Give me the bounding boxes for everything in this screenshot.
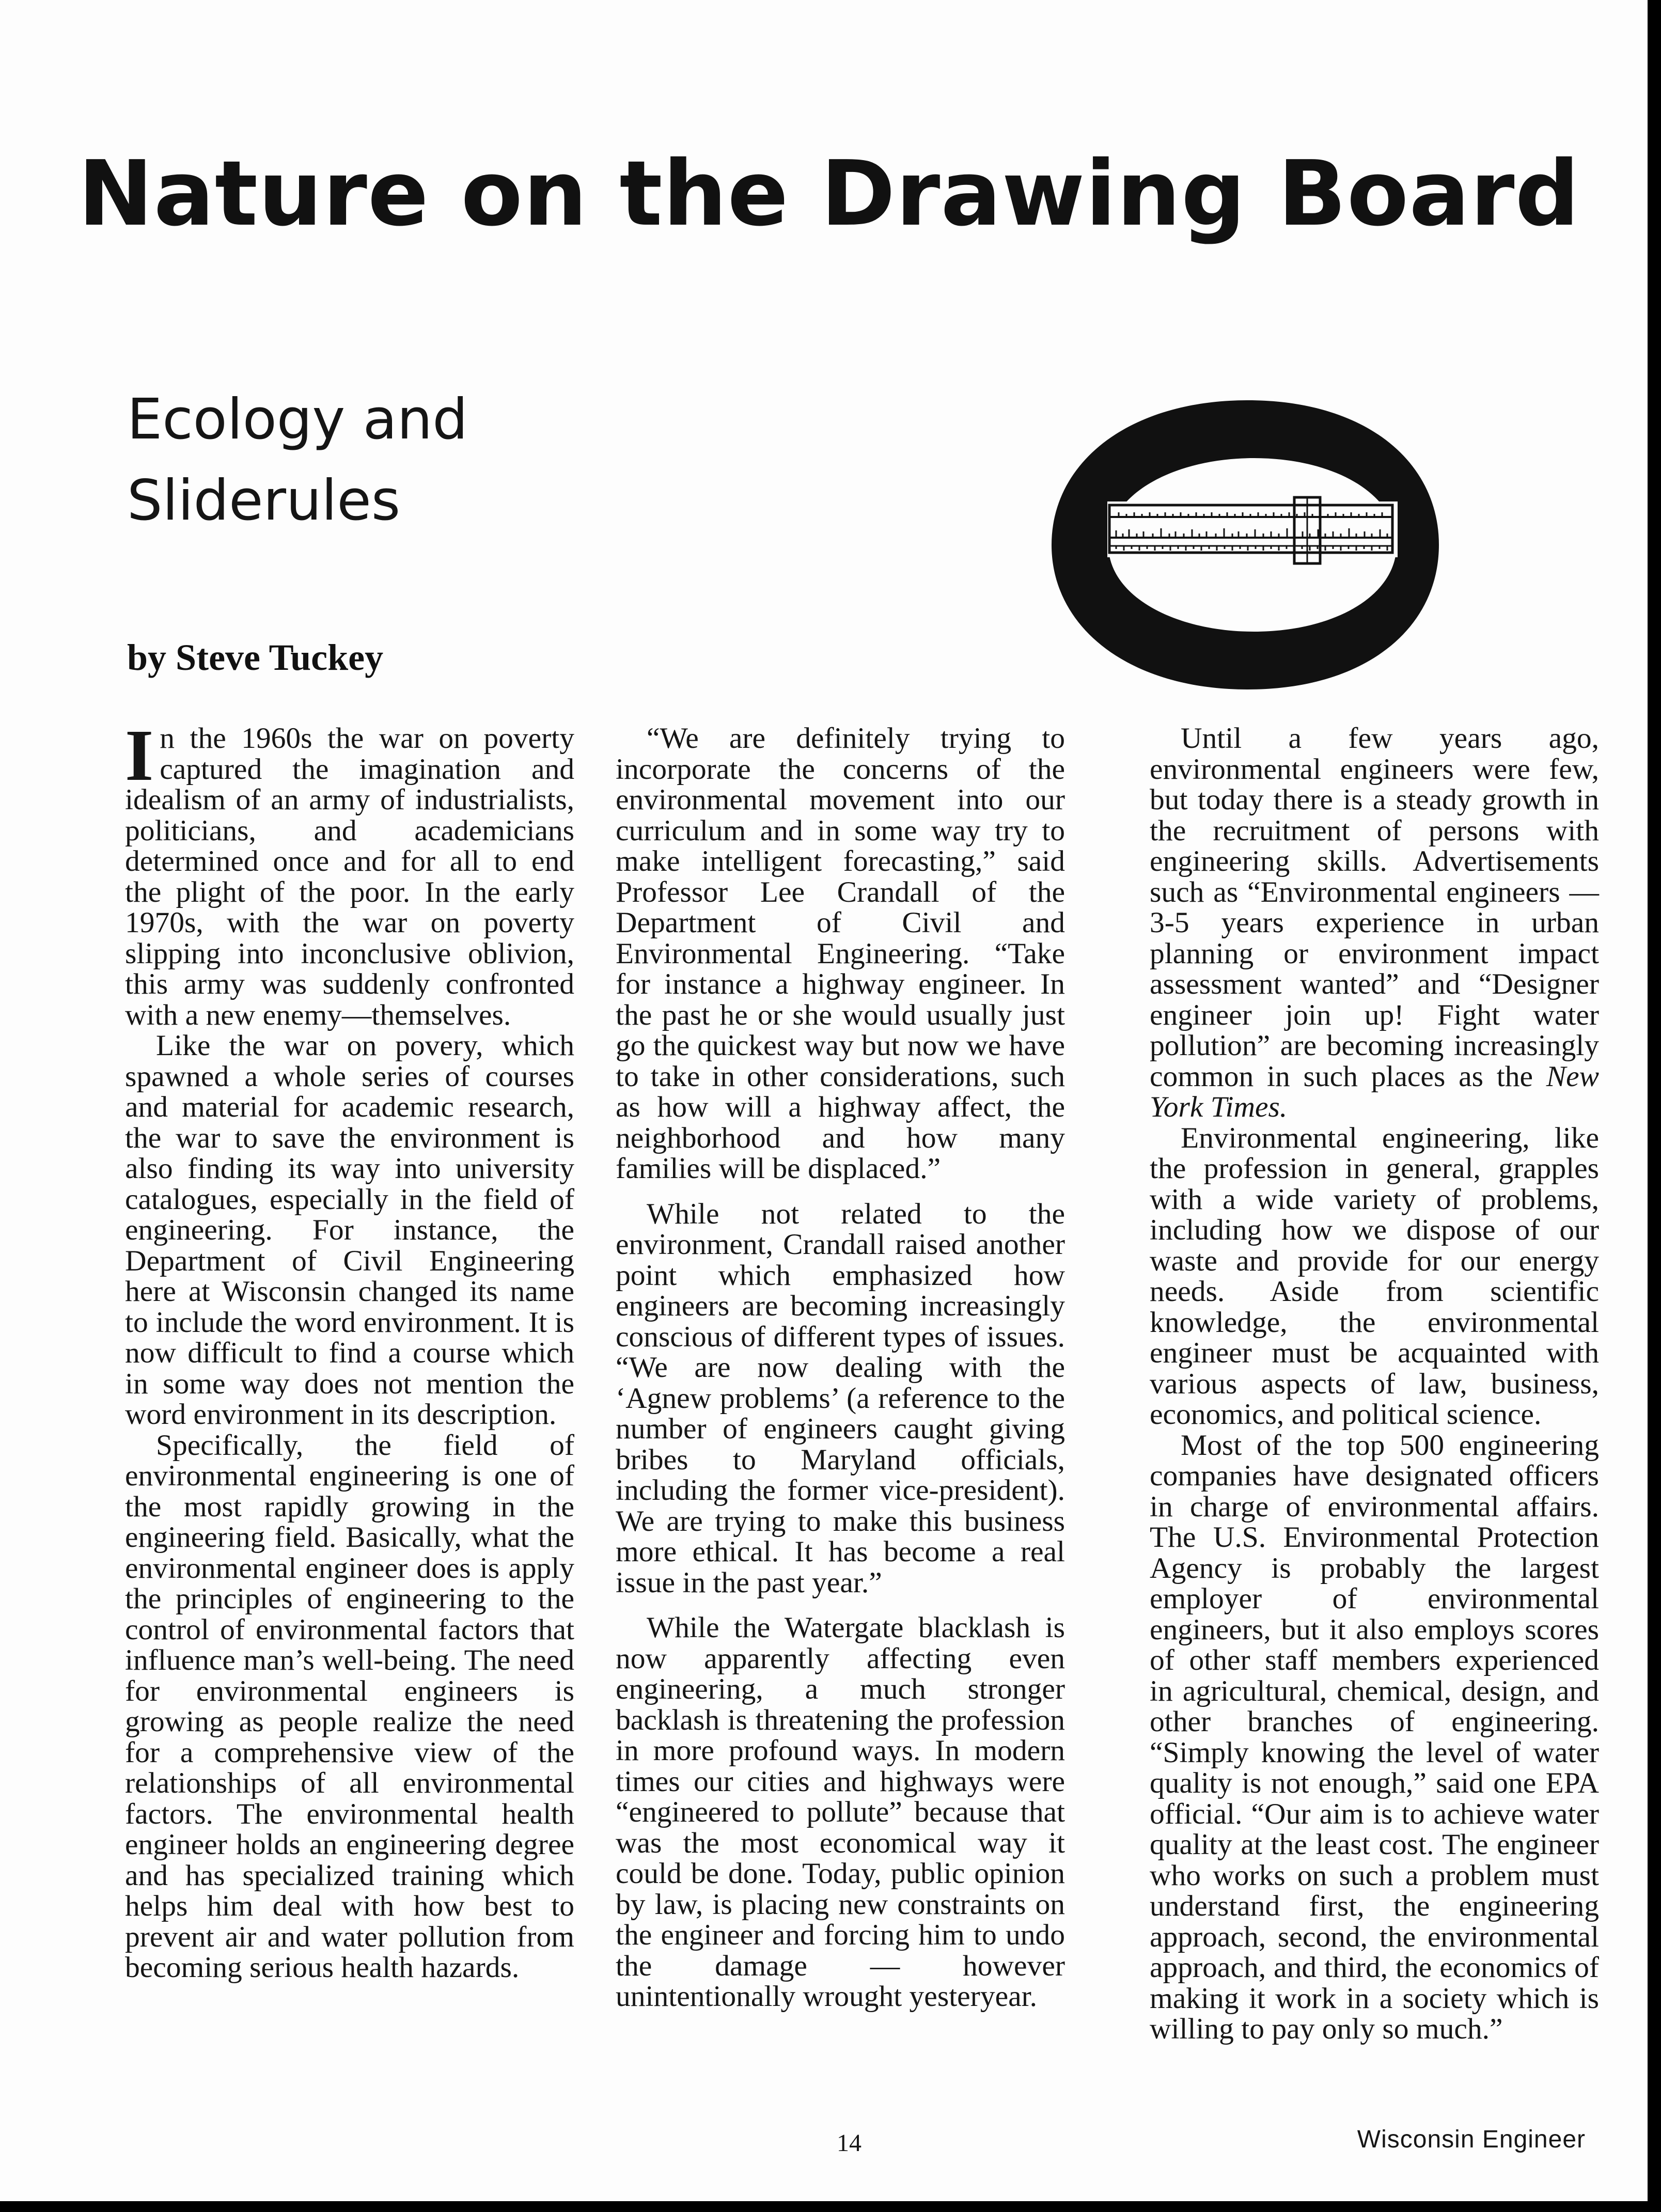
- slide-rule-in-o-icon: [1052, 400, 1439, 689]
- col1-paragraph-1: [125, 714, 574, 1031]
- col1-paragraph-2: Like the war on povery, which spawned a whole series of courses and material for academic research, the war to save the environment is also finding its way into university catalogues, especially in the field of engineering. For instance, the Department of Civil Engineering here at Wisconsin changed its name to include the word environment. It is now difficult to find a course which in some way does not mention the word environment in its description.: [125, 1029, 574, 1431]
- col2-paragraph-1: “We are definitely trying to incorporate the concerns of the environmental movement into our curriculum and in some way try to make intelligent forecasting,” said Professor Lee Crandall of the Department of Civil and Environmental Engineering. “Take for instance a highway engineer. In the past he or she would usually just go the quickest way but now we have to take in other considerations, such as how will a highway affect, the neighborhood and how many families will be displaced.”: [616, 722, 1065, 1185]
- article-subtitle: [127, 380, 798, 541]
- article-title: Nature on the Drawing Board: [77, 142, 1580, 246]
- publication-name: New York Times.: [1150, 1060, 1599, 1123]
- col1-paragraph-1-text: n the 1960s the war on poverty captured the imagination and idealism of an army of industrialists, politicians, and academicians determined once and for all to end the plight of the poor. In the early 1970s, with the war on poverty slipping into inconclusive oblivion, this army was suddenly confronted with a new enemy—themselves.: [125, 722, 574, 1031]
- col3-paragraph-3: Most of the top 500 engineering companies have designated officers in charge of environmental affairs. The U.S. Environmental Protection Agency is probably the largest employer of environmental engineers, but it also employs scores of other staff members experienced in agricultural, chemical, design, and other branches of engineering. “Simply knowing the level of water quality is not enough,” said one EPA official. “Our aim is to achieve water quality at the least cost. The engineer who works on such a problem must understand first, the engineering approach, second, the environmental approach, and third, the economics of making it work in a society which is willing to pay only so much.”: [1150, 1429, 1599, 2045]
- page-number: 14: [837, 2129, 861, 2157]
- col3-paragraph-1-text: Until a few years ago, environmental engineers were few, but today there is a steady growth in the recruitment of persons with engineering skills. Advertisements such as “Environmental engineers — 3-5 years experience in urban planning or environment impact assessment wanted” and “Designer engineer join up! Fight water pollution” are becoming increasingly common in such places as the: [1150, 722, 1599, 1093]
- col1-paragraph-3: Specifically, the field of environmental engineering is one of the most rapidly growing in the engineering field. Basically, what the environmental engineer does is apply the principles of engineering to the control of environmental factors that influence man’s well-being. The need for environmental engineers is growing as people realize the need for a comprehensive view of the relationships of all environmental factors. The environmental health engineer holds an engineering degree and has specialized training which helps him deal with how best to prevent air and water pollution from becoming serious health hazards.: [125, 1429, 574, 1984]
- subtitle-line-1: Ecology and: [127, 387, 468, 452]
- drop-cap: I: [125, 714, 154, 796]
- col2-paragraph-2: While not related to the environment, Crandall raised another point which emphasized how engineers are becoming increasingly conscious of different types of issues. “We are now dealing with the ‘Agnew problems’ (a reference to the number of engineers caught giving bribes to Maryland officials, including the former vice-president). We are trying to make this business more ethical. It has become a real issue in the past year.”: [616, 1197, 1065, 1599]
- text-column-2: [616, 723, 1065, 2012]
- subtitle-line-2: Sliderules: [127, 468, 401, 533]
- magazine-name: Wisconsin Engineer: [1357, 2126, 1586, 2153]
- col2-paragraph-3: While the Watergate blacklash is now apparently affecting even engineering, a much stronger backlash is threatening the profession in more profound ways. In modern times our cities and highways were “engineered to pollute” because that was the most economical way it could be done. Today, public opinion by law, is placing new constraints on the engineer and forcing him to undo the damage — however unintentionally wrought yesteryear.: [616, 1611, 1065, 2013]
- text-column-1: [125, 714, 574, 1984]
- text-column-3: [1150, 723, 1599, 2045]
- col3-paragraph-2: Environmental engineering, like the profession in general, grapples with a wide variety of problems, including how we dispose of our waste and provide for our energy needs. Aside from scientific knowledge, the environmental engineer must be acquainted with various aspects of law, business, economics, and political science.: [1150, 1121, 1599, 1431]
- col3-paragraph-1: [1150, 723, 1599, 1123]
- byline: by Steve Tuckey: [127, 637, 384, 678]
